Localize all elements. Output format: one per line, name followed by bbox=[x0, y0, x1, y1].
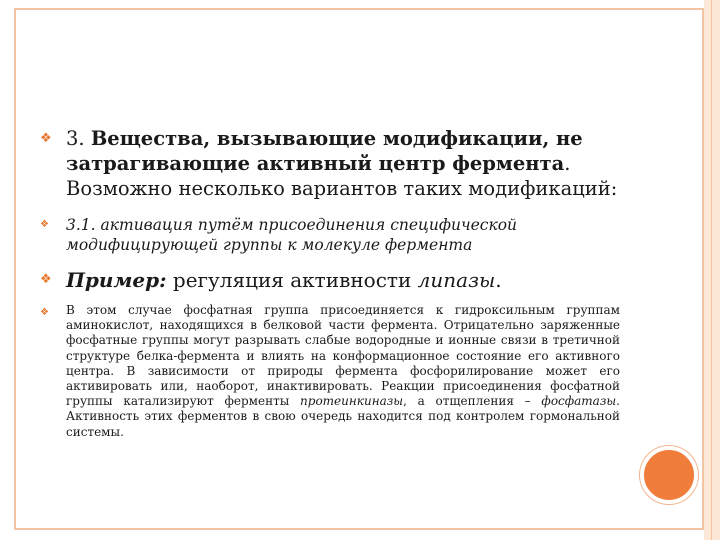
item-3-label: Пример: bbox=[66, 268, 167, 292]
item-4-text-1: В этом случае фосфатная группа присоединяется к гидроксильным группам аминокислот, находящихся в белковой части фермента. Отрицательно заряженные фосфатные группы могут разрывать слабые водородные и ионные связи в третичной структуре белка-фермента и влиять на конформационное состояние его активного центра. В зависимости от природы фермента фосфорилирование может его активировать или, наоборот, инактивировать. Реакции присоединения фосфатной группы катализируют ферменты bbox=[66, 303, 620, 409]
item-4-italic-1: протеинкиназы bbox=[300, 394, 404, 409]
item-3-end: . bbox=[495, 268, 502, 292]
orange-ring-bullet-icon: ❖ bbox=[40, 307, 49, 318]
bullet-item-3 bbox=[40, 267, 620, 293]
item-3-italic: липазы bbox=[417, 268, 496, 292]
slide-content bbox=[40, 126, 620, 440]
item-4-text-2: , а отщепления – bbox=[403, 394, 542, 409]
item-1-bold: Вещества, вызывающие модификации, не затрагивающие активный центр фермента bbox=[66, 127, 583, 175]
item-4-text-3: . Активность этих ферментов в свою очередь находится под контролем гормональной системы. bbox=[66, 394, 620, 439]
orange-ring-bullet-icon: ❖ bbox=[40, 131, 52, 146]
bullet-item-1 bbox=[40, 126, 620, 201]
item-4-italic-2: фосфатазы bbox=[541, 394, 617, 409]
item-3-text: регуляция активности bbox=[166, 268, 418, 292]
item-2-text: 3.1. активация путём присоединения специфической модифицирующей группы к молекуле фермента bbox=[66, 216, 518, 254]
orange-ring-bullet-icon: ❖ bbox=[40, 219, 49, 230]
orange-ring-bullet-icon: ❖ bbox=[40, 272, 52, 287]
right-accent-bar bbox=[704, 0, 720, 540]
item-1-prefix: 3. bbox=[66, 127, 91, 150]
bullet-item-4 bbox=[40, 303, 620, 440]
item-1-suffix: . Возможно несколько вариантов таких модификаций: bbox=[66, 152, 618, 200]
orange-circle-decoration bbox=[640, 446, 698, 504]
right-accent-line bbox=[711, 0, 712, 540]
bullet-item-2 bbox=[40, 215, 620, 255]
